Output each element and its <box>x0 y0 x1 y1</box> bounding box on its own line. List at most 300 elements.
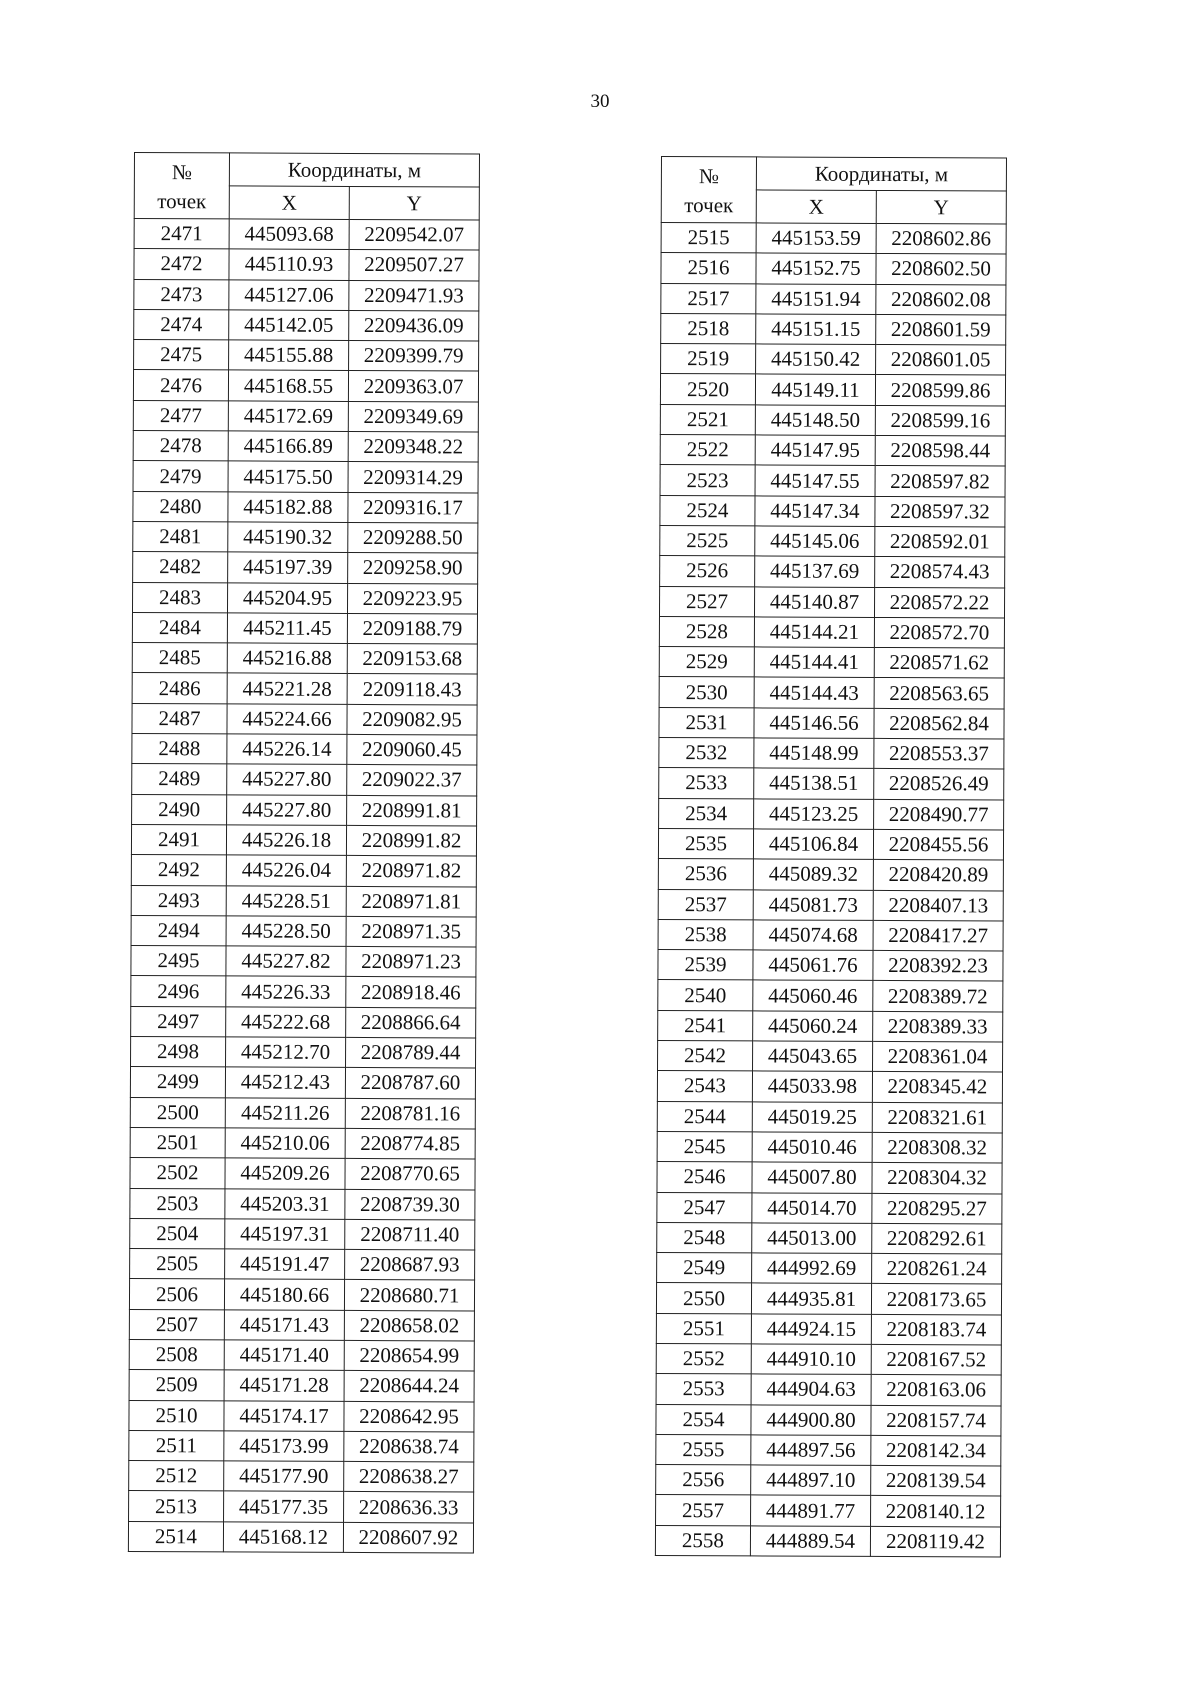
x-coordinate-cell: 445010.46 <box>752 1132 872 1163</box>
y-coordinate-cell: 2208163.06 <box>871 1375 1001 1406</box>
x-coordinate-cell: 444910.10 <box>751 1344 871 1375</box>
table-row <box>129 1491 474 1523</box>
y-coordinate-cell: 2208636.33 <box>344 1492 474 1523</box>
x-coordinate-cell: 445146.56 <box>754 708 874 739</box>
x-coordinate-cell: 445093.68 <box>229 219 349 250</box>
point-number-cell: 2501 <box>130 1127 225 1158</box>
y-coordinate-cell: 2209153.68 <box>347 644 477 675</box>
y-coordinate-cell: 2208787.60 <box>345 1068 475 1099</box>
table-row <box>657 1162 1002 1194</box>
table-body <box>655 223 1006 1558</box>
x-coordinate-cell: 445007.80 <box>752 1162 872 1193</box>
point-number-cell: 2486 <box>132 673 227 704</box>
y-coordinate-cell: 2208739.30 <box>345 1189 475 1220</box>
x-coordinate-cell: 445123.25 <box>754 799 874 830</box>
x-coordinate-cell: 445089.32 <box>753 859 873 890</box>
table-row <box>130 1127 475 1159</box>
y-coordinate-cell: 2208261.24 <box>872 1254 1002 1285</box>
x-coordinate-cell: 445014.70 <box>752 1192 872 1223</box>
point-number-cell: 2497 <box>131 1006 226 1037</box>
y-column-header: Y <box>349 186 479 220</box>
x-coordinate-cell: 444897.10 <box>751 1465 871 1496</box>
table-row <box>660 525 1005 557</box>
x-coordinate-cell: 445191.47 <box>225 1249 345 1280</box>
point-number-cell: 2534 <box>659 798 754 829</box>
x-coordinate-cell: 445227.80 <box>227 795 347 826</box>
x-coordinate-cell: 445074.68 <box>753 920 873 951</box>
point-number-cell: 2506 <box>129 1279 224 1310</box>
y-coordinate-cell: 2208553.37 <box>874 738 1004 769</box>
table-row <box>657 1192 1002 1224</box>
table-row <box>658 950 1003 982</box>
y-coordinate-cell: 2208490.77 <box>874 799 1004 830</box>
table-row <box>661 283 1006 315</box>
y-coordinate-cell: 2208571.62 <box>874 648 1004 679</box>
table-row <box>134 279 479 311</box>
x-coordinate-cell: 445171.28 <box>224 1370 344 1401</box>
x-coordinate-cell: 445151.15 <box>756 314 876 345</box>
points-label: точек <box>157 188 207 213</box>
x-coordinate-cell: 445211.45 <box>227 613 347 644</box>
y-coordinate-cell: 2209507.27 <box>349 250 479 281</box>
x-coordinate-cell: 445172.69 <box>228 401 348 432</box>
x-coordinate-cell: 445180.66 <box>224 1279 344 1310</box>
table-row <box>659 738 1004 770</box>
y-coordinate-cell: 2209118.43 <box>347 674 477 705</box>
table-row <box>129 1370 474 1402</box>
x-coordinate-cell: 445149.11 <box>755 374 875 405</box>
table-row <box>133 370 478 402</box>
y-coordinate-cell: 2208455.56 <box>873 829 1003 860</box>
point-number-cell: 2484 <box>132 612 227 643</box>
y-coordinate-cell: 2209060.45 <box>347 734 477 765</box>
x-coordinate-cell: 445043.65 <box>753 1041 873 1072</box>
point-number-cell: 2540 <box>658 980 753 1011</box>
point-number-cell: 2536 <box>658 859 753 890</box>
y-coordinate-cell: 2208607.92 <box>343 1522 473 1553</box>
point-number-cell: 2542 <box>658 1041 753 1072</box>
table-row <box>656 1434 1001 1466</box>
point-number-cell: 2533 <box>659 768 754 799</box>
point-number-cell: 2553 <box>656 1374 751 1405</box>
x-coordinate-cell: 445151.94 <box>756 284 876 315</box>
point-number-cell: 2503 <box>130 1188 225 1219</box>
table-row <box>657 1222 1002 1254</box>
point-number-cell: 2546 <box>657 1162 752 1193</box>
point-number-cell: 2483 <box>132 582 227 613</box>
x-coordinate-cell: 444891.77 <box>751 1495 871 1526</box>
point-number-cell: 2548 <box>657 1222 752 1253</box>
point-number-cell: 2475 <box>134 340 229 371</box>
point-number-cell: 2477 <box>133 400 228 431</box>
y-coordinate-cell: 2208642.95 <box>344 1401 474 1432</box>
x-coordinate-cell: 444924.15 <box>751 1314 871 1345</box>
point-number-cell: 2523 <box>660 465 755 496</box>
y-coordinate-cell: 2209436.09 <box>349 310 479 341</box>
x-coordinate-cell: 445212.70 <box>226 1037 346 1068</box>
y-column-header: Y <box>876 190 1006 224</box>
table-row <box>661 223 1006 255</box>
y-coordinate-cell: 2209363.07 <box>348 371 478 402</box>
table-row <box>131 976 476 1008</box>
point-number-cell: 2496 <box>131 976 226 1007</box>
x-coordinate-cell: 445110.93 <box>229 249 349 280</box>
table-row <box>659 798 1004 830</box>
point-number-cell: 2491 <box>131 824 226 855</box>
y-coordinate-cell: 2208407.13 <box>873 890 1003 921</box>
y-coordinate-cell: 2208304.32 <box>872 1163 1002 1194</box>
table-row <box>130 1188 475 1220</box>
point-number-cell: 2514 <box>128 1521 223 1552</box>
table-row <box>134 340 479 372</box>
x-coordinate-cell: 445190.32 <box>228 522 348 553</box>
point-number-cell: 2507 <box>129 1309 224 1340</box>
point-number-cell: 2551 <box>656 1313 751 1344</box>
y-coordinate-cell: 2208574.43 <box>875 557 1005 588</box>
table-row <box>131 855 476 887</box>
table-row <box>661 344 1006 376</box>
x-coordinate-cell: 445019.25 <box>752 1102 872 1133</box>
x-coordinate-cell: 445138.51 <box>754 768 874 799</box>
point-number-cell: 2529 <box>659 647 754 678</box>
point-number-cell: 2531 <box>659 707 754 738</box>
y-coordinate-cell: 2208345.42 <box>872 1072 1002 1103</box>
table-row <box>657 1071 1002 1103</box>
y-coordinate-cell: 2208389.72 <box>873 981 1003 1012</box>
table-row <box>657 1131 1002 1163</box>
y-coordinate-cell: 2208140.12 <box>871 1496 1001 1527</box>
x-coordinate-cell: 445033.98 <box>752 1071 872 1102</box>
y-coordinate-cell: 2208142.34 <box>871 1435 1001 1466</box>
x-coordinate-cell: 445140.87 <box>754 586 874 617</box>
y-coordinate-cell: 2208644.24 <box>344 1371 474 1402</box>
y-coordinate-cell: 2208139.54 <box>871 1466 1001 1497</box>
x-coordinate-cell: 445144.43 <box>754 677 874 708</box>
y-coordinate-cell: 2208687.93 <box>345 1250 475 1281</box>
table-row <box>131 1006 476 1038</box>
point-number-cell: 2498 <box>131 1037 226 1068</box>
y-coordinate-cell: 2208119.42 <box>870 1526 1000 1557</box>
table-row <box>661 313 1006 345</box>
table-row <box>660 556 1005 588</box>
point-number-cell: 2478 <box>133 431 228 462</box>
y-coordinate-cell: 2208167.52 <box>871 1344 1001 1375</box>
y-coordinate-cell: 2208601.59 <box>876 314 1006 345</box>
point-number-cell: 2516 <box>661 253 756 284</box>
table-row <box>133 491 478 523</box>
table-row <box>657 1101 1002 1133</box>
table-row <box>129 1430 474 1462</box>
x-coordinate-cell: 445081.73 <box>753 889 873 920</box>
point-number-cell: 2513 <box>129 1491 224 1522</box>
point-number-cell: 2487 <box>132 703 227 734</box>
table-row <box>133 431 478 463</box>
y-coordinate-cell: 2209471.93 <box>349 280 479 311</box>
table-row <box>657 1253 1002 1285</box>
y-coordinate-cell: 2208389.33 <box>873 1011 1003 1042</box>
point-number-cell: 2541 <box>658 1010 753 1041</box>
table-row <box>656 1283 1001 1315</box>
x-coordinate-cell: 444897.56 <box>751 1435 871 1466</box>
x-coordinate-cell: 445182.88 <box>228 492 348 523</box>
x-column-header: X <box>229 186 349 220</box>
table-row <box>132 612 477 644</box>
x-coordinate-cell: 445155.88 <box>229 340 349 371</box>
table-row <box>133 521 478 553</box>
y-coordinate-cell: 2208680.71 <box>344 1280 474 1311</box>
y-coordinate-cell: 2208971.82 <box>346 856 476 887</box>
x-coordinate-cell: 445142.05 <box>229 310 349 341</box>
x-coordinate-cell: 445152.75 <box>756 253 876 284</box>
point-number-cell: 2539 <box>658 950 753 981</box>
table-row <box>132 703 477 735</box>
y-coordinate-cell: 2209082.95 <box>347 704 477 735</box>
point-number-cell: 2552 <box>656 1343 751 1374</box>
point-number-cell: 2528 <box>659 616 754 647</box>
table-row <box>658 980 1003 1012</box>
page-number: 30 <box>590 91 610 112</box>
point-number-header <box>134 153 229 219</box>
table-row <box>655 1525 1000 1557</box>
table-row <box>134 219 479 251</box>
point-number-cell: 2474 <box>134 309 229 340</box>
table-row <box>660 404 1005 436</box>
table-row <box>132 643 477 675</box>
x-coordinate-cell: 445203.31 <box>225 1188 345 1219</box>
y-coordinate-cell: 2208597.82 <box>875 466 1005 497</box>
table-row <box>660 495 1005 527</box>
point-number-cell: 2556 <box>656 1465 751 1496</box>
x-coordinate-cell: 445210.06 <box>225 1128 345 1159</box>
y-coordinate-cell: 2208654.99 <box>344 1340 474 1371</box>
table-row <box>656 1404 1001 1436</box>
y-coordinate-cell: 2208971.23 <box>346 947 476 978</box>
table-row <box>133 461 478 493</box>
x-coordinate-cell: 445209.26 <box>225 1158 345 1189</box>
point-number-cell: 2526 <box>660 556 755 587</box>
point-number-cell: 2476 <box>133 370 228 401</box>
y-coordinate-cell: 2208602.08 <box>876 284 1006 315</box>
coordinates-table-left <box>128 152 480 1554</box>
y-coordinate-cell: 2208598.44 <box>875 436 1005 467</box>
table-row <box>658 919 1003 951</box>
y-coordinate-cell: 2208361.04 <box>873 1041 1003 1072</box>
y-coordinate-cell: 2208866.64 <box>346 1007 476 1038</box>
x-coordinate-cell: 445150.42 <box>756 344 876 375</box>
y-coordinate-cell: 2208658.02 <box>344 1310 474 1341</box>
point-number-cell: 2472 <box>134 249 229 280</box>
point-number-cell: 2500 <box>130 1097 225 1128</box>
table-row <box>132 764 477 796</box>
x-coordinate-cell: 445013.00 <box>752 1223 872 1254</box>
x-coordinate-cell: 445166.89 <box>228 431 348 462</box>
x-coordinate-cell: 445144.41 <box>754 647 874 678</box>
y-coordinate-cell: 2209349.69 <box>348 401 478 432</box>
point-number-cell: 2550 <box>656 1283 751 1314</box>
x-coordinate-cell: 444904.63 <box>751 1374 871 1405</box>
point-number-cell: 2543 <box>657 1071 752 1102</box>
y-coordinate-cell: 2209348.22 <box>348 432 478 463</box>
x-coordinate-cell: 445171.43 <box>224 1310 344 1341</box>
y-coordinate-cell: 2208602.50 <box>876 254 1006 285</box>
y-coordinate-cell: 2208599.86 <box>875 375 1005 406</box>
x-coordinate-cell: 445221.28 <box>227 673 347 704</box>
x-coordinate-cell: 445197.39 <box>228 552 348 583</box>
x-coordinate-cell: 445216.88 <box>227 643 347 674</box>
point-number-cell: 2489 <box>132 764 227 795</box>
point-number-cell: 2524 <box>660 495 755 526</box>
y-coordinate-cell: 2208601.05 <box>876 345 1006 376</box>
point-number-cell: 2490 <box>132 794 227 825</box>
point-number-cell: 2537 <box>658 889 753 920</box>
y-coordinate-cell: 2209542.07 <box>349 219 479 250</box>
point-number-cell: 2505 <box>130 1249 225 1280</box>
point-number-cell: 2538 <box>658 919 753 950</box>
point-number-cell: 2485 <box>132 643 227 674</box>
y-coordinate-cell: 2208157.74 <box>871 1405 1001 1436</box>
y-coordinate-cell: 2209188.79 <box>347 613 477 644</box>
table-row <box>129 1309 474 1341</box>
point-number-cell: 2532 <box>659 738 754 769</box>
y-coordinate-cell: 2209314.29 <box>348 462 478 493</box>
x-column-header: X <box>756 190 876 224</box>
x-coordinate-cell: 445226.14 <box>227 734 347 765</box>
y-coordinate-cell: 2208789.44 <box>346 1037 476 1068</box>
point-number-cell: 2495 <box>131 946 226 977</box>
table-row <box>660 374 1005 406</box>
table-body <box>128 219 479 1554</box>
x-coordinate-cell: 445061.76 <box>753 950 873 981</box>
y-coordinate-cell: 2208638.74 <box>344 1431 474 1462</box>
x-coordinate-cell: 445147.55 <box>755 465 875 496</box>
table-row <box>128 1521 473 1553</box>
x-coordinate-cell: 445144.21 <box>754 617 874 648</box>
x-coordinate-cell: 445168.12 <box>223 1522 343 1553</box>
x-coordinate-cell: 445145.06 <box>755 526 875 557</box>
y-coordinate-cell: 2208572.70 <box>874 617 1004 648</box>
point-number-cell: 2557 <box>656 1495 751 1526</box>
point-number-cell: 2508 <box>129 1339 224 1370</box>
y-coordinate-cell: 2208562.84 <box>874 708 1004 739</box>
point-number-cell: 2517 <box>661 283 756 314</box>
point-number-cell: 2488 <box>132 734 227 765</box>
coordinates-header: Координаты, м <box>229 153 479 187</box>
x-coordinate-cell: 445148.99 <box>754 738 874 769</box>
x-coordinate-cell: 444900.80 <box>751 1404 871 1435</box>
y-coordinate-cell: 2208991.81 <box>347 795 477 826</box>
y-coordinate-cell: 2208602.86 <box>876 223 1006 254</box>
x-coordinate-cell: 445224.66 <box>227 704 347 735</box>
x-coordinate-cell: 445148.50 <box>755 405 875 436</box>
table-row <box>658 889 1003 921</box>
y-coordinate-cell: 2208526.49 <box>874 769 1004 800</box>
point-number-cell: 2482 <box>133 552 228 583</box>
table-row <box>129 1279 474 1311</box>
point-number-cell: 2558 <box>655 1525 750 1556</box>
y-coordinate-cell: 2208918.46 <box>346 977 476 1008</box>
table-row <box>134 249 479 281</box>
point-number-cell: 2510 <box>129 1400 224 1431</box>
table-row <box>656 1343 1001 1375</box>
table-row <box>656 1374 1001 1406</box>
table-row <box>130 1067 475 1099</box>
y-coordinate-cell: 2208711.40 <box>345 1219 475 1250</box>
y-coordinate-cell: 2208971.81 <box>346 886 476 917</box>
points-label: точек <box>684 192 734 217</box>
table-row <box>134 309 479 341</box>
x-coordinate-cell: 445211.26 <box>225 1098 345 1129</box>
point-number-cell: 2512 <box>129 1461 224 1492</box>
x-coordinate-cell: 445060.46 <box>753 980 873 1011</box>
point-number-cell: 2544 <box>657 1101 752 1132</box>
table-row <box>133 552 478 584</box>
x-coordinate-cell: 445175.50 <box>228 461 348 492</box>
table-row <box>130 1158 475 1190</box>
table-row <box>129 1339 474 1371</box>
y-coordinate-cell: 2208392.23 <box>873 951 1003 982</box>
point-number-cell: 2511 <box>129 1430 224 1461</box>
point-number-cell: 2471 <box>134 219 229 250</box>
table-row <box>659 616 1004 648</box>
table-row <box>656 1465 1001 1497</box>
y-coordinate-cell: 2208774.85 <box>345 1128 475 1159</box>
y-coordinate-cell: 2208420.89 <box>873 860 1003 891</box>
point-number-cell: 2520 <box>660 374 755 405</box>
point-number-cell: 2525 <box>660 525 755 556</box>
x-coordinate-cell: 445177.35 <box>224 1491 344 1522</box>
point-number-cell: 2494 <box>131 915 226 946</box>
x-coordinate-cell: 445227.82 <box>226 946 346 977</box>
y-coordinate-cell: 2209223.95 <box>347 583 477 614</box>
y-coordinate-cell: 2208308.32 <box>872 1132 1002 1163</box>
coordinates-header: Координаты, м <box>756 157 1006 191</box>
x-coordinate-cell: 445226.18 <box>226 825 346 856</box>
y-coordinate-cell: 2208971.35 <box>346 916 476 947</box>
x-coordinate-cell: 445177.90 <box>224 1461 344 1492</box>
point-number-cell: 2527 <box>659 586 754 617</box>
point-number-cell: 2493 <box>131 885 226 916</box>
x-coordinate-cell: 444889.54 <box>750 1526 870 1557</box>
point-number-header <box>661 157 756 223</box>
y-coordinate-cell: 2208599.16 <box>875 405 1005 436</box>
table-row <box>659 768 1004 800</box>
table-row <box>132 734 477 766</box>
point-number-cell: 2518 <box>661 313 756 344</box>
y-coordinate-cell: 2208592.01 <box>875 526 1005 557</box>
x-coordinate-cell: 444992.69 <box>752 1253 872 1284</box>
y-coordinate-cell: 2208770.65 <box>345 1159 475 1190</box>
table-row <box>133 400 478 432</box>
y-coordinate-cell: 2208991.82 <box>346 825 476 856</box>
y-coordinate-cell: 2209258.90 <box>348 553 478 584</box>
x-coordinate-cell: 445137.69 <box>755 556 875 587</box>
table-row <box>656 1313 1001 1345</box>
table-row <box>130 1218 475 1250</box>
x-coordinate-cell: 445174.17 <box>224 1400 344 1431</box>
y-coordinate-cell: 2209399.79 <box>349 341 479 372</box>
x-coordinate-cell: 445204.95 <box>227 582 347 613</box>
table-row <box>130 1249 475 1281</box>
table-row <box>131 915 476 947</box>
point-number-cell: 2509 <box>129 1370 224 1401</box>
x-coordinate-cell: 445127.06 <box>229 280 349 311</box>
point-number-cell: 2554 <box>656 1404 751 1435</box>
x-coordinate-cell: 445168.55 <box>228 370 348 401</box>
table-row <box>131 1037 476 1069</box>
table-row <box>132 794 477 826</box>
point-number-cell: 2499 <box>130 1067 225 1098</box>
table-row <box>656 1495 1001 1527</box>
